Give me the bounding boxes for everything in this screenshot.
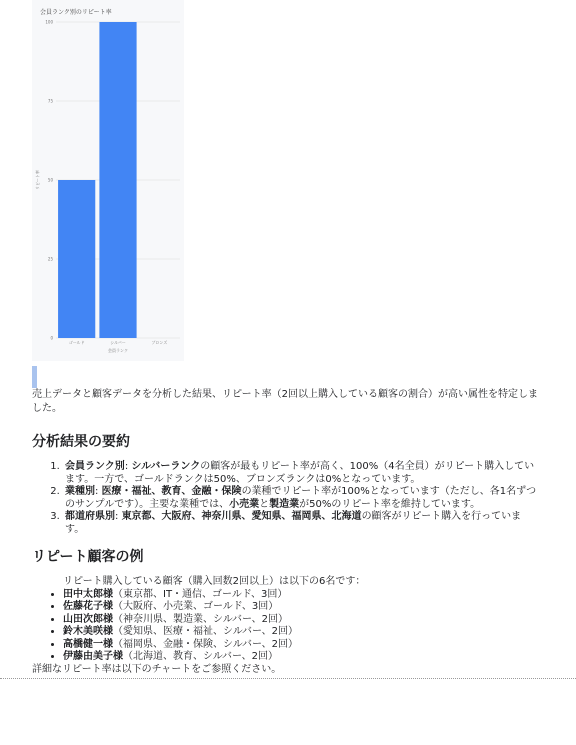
summary-item-label: 業種別 — [65, 486, 95, 497]
document-body — [32, 388, 540, 676]
bar — [58, 180, 95, 338]
customer-detail: （大阪府、小売業、ゴールド、3回） — [113, 601, 279, 612]
outro-paragraph: 詳細なリピート率は以下のチャートをご参照ください。 — [32, 663, 282, 675]
customer-name: 山田次郎様 — [63, 613, 113, 625]
customer-detail: （福岡県、金融・保険、シルバー、2回） — [113, 638, 299, 650]
summary-item-label: 会員ランク別 — [65, 461, 125, 472]
customer-name: 佐藤花子様 — [63, 601, 113, 612]
bar — [99, 22, 136, 338]
customers-lead: リピート購入している顧客（購入回数2回以上）は以下の6名です： — [63, 576, 366, 587]
chart-title: 会員ランク別のリピート率 — [40, 9, 112, 16]
customer-list-item — [63, 601, 540, 614]
customer-list-item — [63, 639, 540, 652]
customer-list-item — [63, 651, 540, 664]
x-tick-label: ブロンズ — [151, 340, 168, 345]
y-axis-label: リピート率 — [35, 170, 40, 190]
y-tick-label: 75 — [47, 98, 53, 104]
summary-item-text: の顧客が最もリピート率が高く、100%（4名全員）がリピート購入しています。一方で、ゴールドランクは50%、ブロンズランクは0%となっています。 — [65, 461, 535, 485]
y-tick-label: 25 — [47, 256, 53, 262]
customer-detail: （東京都、IT・通信、ゴールド、3回） — [113, 588, 288, 600]
customer-list — [32, 589, 540, 664]
summary-item-text: の業種でリピート率が100%となっています（ただし、各1名ずつのサンプルです）。主要な業種では、 — [65, 486, 537, 510]
x-tick-label: ゴールド — [68, 340, 85, 345]
summary-item — [63, 486, 540, 511]
intro-paragraph: 売上データと顧客データを分析した結果、リピート率（2回以上購入している顧客の割合）が高い属性を特定しました。 — [32, 389, 538, 414]
summary-item-text: 小売業 — [229, 498, 260, 510]
y-tick-label: 50 — [47, 177, 53, 183]
summary-item-text: : — [115, 511, 122, 522]
summary-item-text: 製造業 — [269, 498, 300, 510]
chart-svg — [32, 0, 184, 361]
summary-item-text: シルバーランク — [131, 461, 201, 472]
summary-item-text: 東京都、大阪府、神奈川県、愛知県、福岡県、北海道 — [121, 511, 362, 522]
selection-marker — [32, 366, 37, 388]
y-tick-label: 100 — [45, 19, 53, 25]
customer-name: 鈴木美咲様 — [63, 626, 113, 637]
customers-heading: リピート顧客の例 — [32, 549, 144, 565]
summary-item-text: 医療・福祉、教育、金融・保険 — [101, 486, 242, 497]
summary-list — [32, 461, 540, 536]
summary-item — [63, 511, 540, 536]
customer-list-item — [63, 626, 540, 639]
customer-name: 高橋健一様 — [63, 638, 113, 650]
summary-item-text: が50%のリピート率を維持しています。 — [299, 498, 481, 510]
customer-name: 伊藤由美子様 — [63, 651, 123, 662]
repeat-rate-chart — [32, 0, 184, 361]
summary-item-text: : — [95, 486, 102, 497]
summary-item-text: の顧客がリピート購入を行っています。 — [65, 511, 522, 535]
customer-name: 田中太郎様 — [63, 588, 113, 600]
summary-item — [63, 461, 540, 486]
x-tick-label: シルバー — [110, 340, 126, 345]
x-axis-label: 会員ランク — [108, 348, 128, 353]
y-tick-label: 0 — [50, 335, 53, 341]
customer-list-item — [63, 614, 540, 627]
customer-list-item — [63, 589, 540, 602]
page-break-rule — [0, 678, 576, 679]
summary-item-text: と — [259, 498, 270, 510]
customer-detail: （神奈川県、製造業、シルバー、2回） — [113, 613, 289, 625]
customer-detail: （北海道、教育、シルバー、2回） — [123, 651, 279, 662]
summary-item-text: : — [124, 461, 132, 472]
customer-detail: （愛知県、医療・福祉、シルバー、2回） — [113, 626, 299, 637]
summary-item-label: 都道府県別 — [65, 511, 115, 522]
summary-heading: 分析結果の要約 — [32, 434, 130, 450]
